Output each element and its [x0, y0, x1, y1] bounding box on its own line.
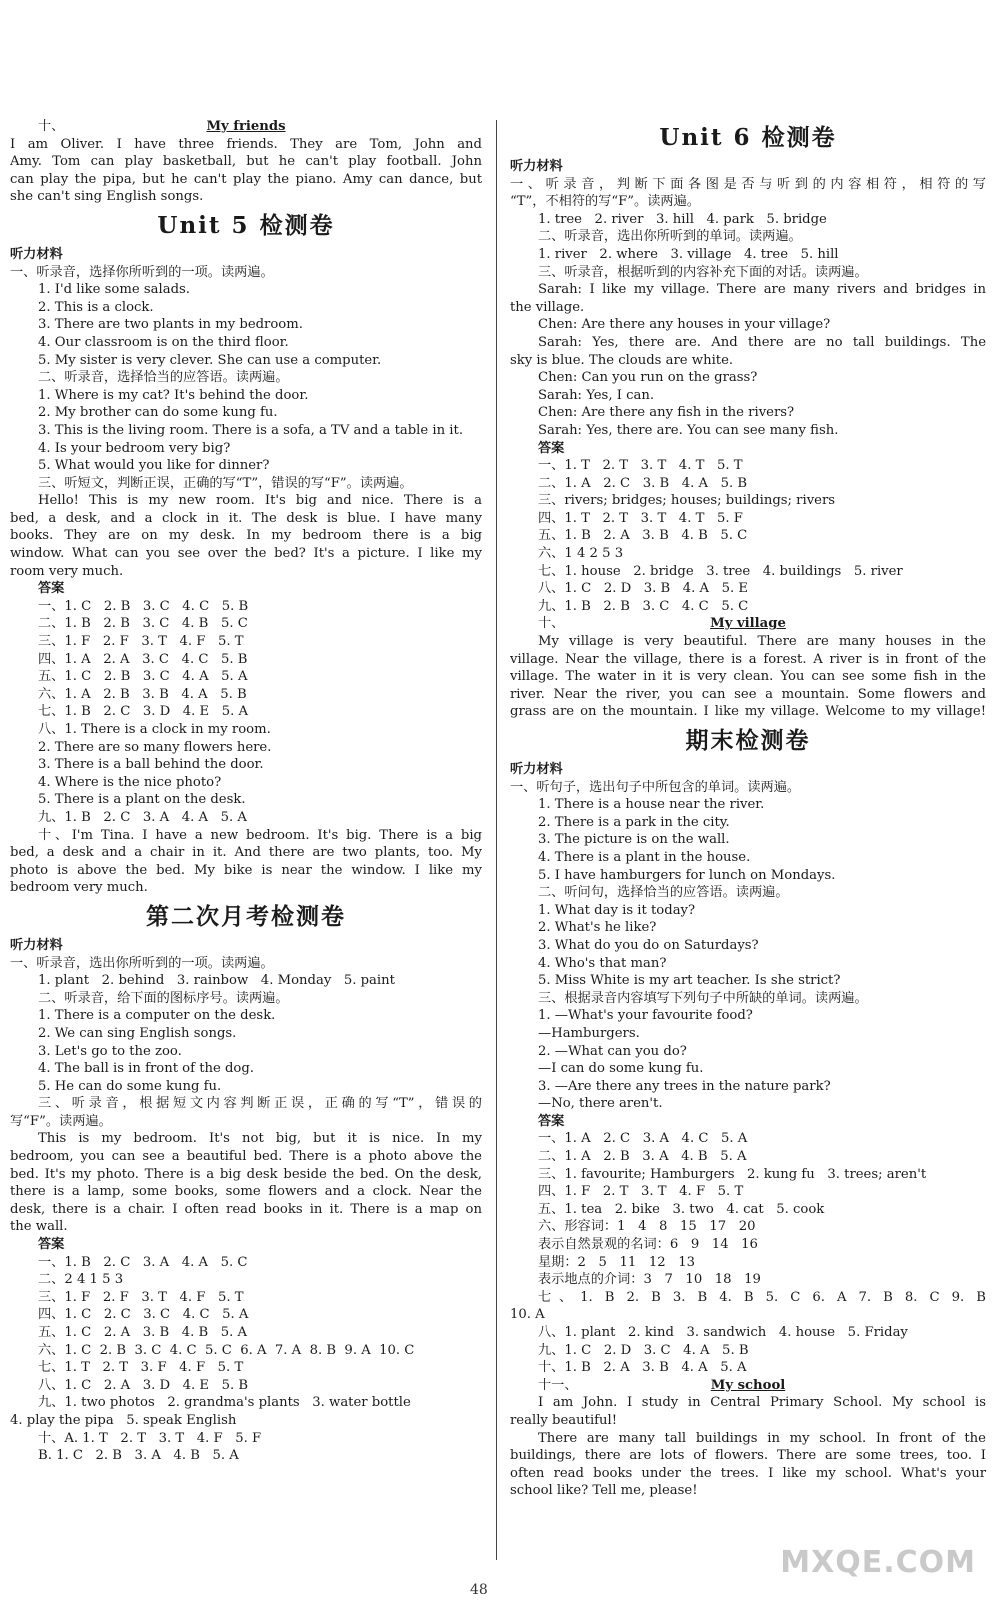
left-line: 十、I'm Tina. I have a new bedroom. It's big. There is a big	[38, 827, 482, 843]
left-line: 十、A. 1. T 2. T 3. T 4. F 5. F	[38, 1430, 262, 1446]
question-number: 十一、	[538, 1377, 578, 1393]
right-line: 5. I have hamburgers for lunch on Mondays.	[538, 867, 836, 883]
right-line: river. Near the river, you can see a mountain. Some flowers and	[510, 686, 986, 702]
right-line: 四、1. F 2. T 3. T 4. F 5. T	[538, 1184, 744, 1200]
left-line: 七、1. B 2. C 3. D 4. E 5. A	[38, 704, 249, 720]
subsection-heading: 听力材料	[510, 762, 563, 777]
right-line: 4. There is a plant in the house.	[538, 849, 751, 865]
left-line: Hello! This is my new room. It's big and nice. There is a	[38, 493, 482, 509]
right-line: 一、1. A 2. C 3. A 4. C 5. A	[538, 1131, 748, 1147]
left-line: 2. My brother can do some kung fu.	[38, 405, 278, 421]
right-line: 1. —What's your favourite food?	[538, 1008, 753, 1024]
right-line: really beautiful!	[510, 1412, 618, 1428]
left-line: 2. There are so many flowers here.	[38, 739, 272, 755]
left-line: 1. plant 2. behind 3. rainbow 4. Monday 5. paint	[38, 973, 395, 989]
left-line: 5. There is a plant on the desk.	[38, 792, 246, 808]
left-line: bedroom very much.	[10, 880, 148, 896]
right-line: My village is very beautiful. There are many houses in the	[538, 634, 986, 650]
left-line: 三、1. F 2. F 3. T 4. F 5. T	[38, 634, 244, 650]
watermark-logo: MXQE.COM	[780, 1545, 976, 1580]
left-line: 六、1. C 2. B 3. C 4. C 5. C 6. A 7. A 8. B 9. A 10. C	[38, 1342, 415, 1358]
left-line: 3. There is a ball behind the door.	[38, 757, 264, 773]
right-line: 3. —Are there any trees in the nature park?	[538, 1078, 831, 1094]
right-line: 星期：2 5 11 12 13	[538, 1254, 695, 1270]
right-line: grass are on the mountain. I like my village. Welcome to my village!	[510, 704, 986, 720]
composition-title: My school	[710, 1377, 786, 1393]
subsection-heading: 答案	[538, 440, 565, 456]
left-line: 九、1. B 2. C 3. A 4. A 5. A	[38, 809, 247, 825]
right-line: 八、1. C 2. D 3. B 4. A 5. E	[538, 581, 749, 597]
left-line: 四、1. C 2. C 3. C 4. C 5. A	[38, 1307, 249, 1323]
left-line: Amy. Tom can play basketball, but he can't play football. John	[10, 154, 482, 170]
composition-title: My village	[710, 616, 786, 632]
left-line: 1. Where is my cat? It's behind the door.	[38, 387, 309, 403]
left-line: 4. The ball is in front of the dog.	[38, 1061, 254, 1077]
composition-heading	[510, 615, 986, 633]
right-line: 二、听录音，选出你所听到的单词。读两遍。	[538, 229, 802, 245]
left-line: can play the pipa, but he can't play the piano. Amy can dance, but	[10, 171, 482, 187]
left-line: books. They are on my desk. In my bedroom there is a big	[10, 528, 482, 544]
right-line: sky is blue. The clouds are white.	[510, 352, 734, 368]
left-line: the wall.	[10, 1219, 68, 1235]
right-line: often read books under the trees. I like my school. What's your	[510, 1465, 986, 1481]
right-line: Sarah: Yes, I can.	[538, 387, 655, 403]
left-line: 3. This is the living room. There is a sofa, a TV and a table in it.	[38, 422, 464, 438]
right-line: Sarah: Yes, there are. You can see many fish.	[538, 422, 839, 438]
right-line: school like? Tell me, please!	[510, 1483, 698, 1499]
left-line: 三、听短文，判断正误，正确的写“T”，错误的写“F”。读两遍。	[38, 475, 413, 491]
left-line: 4. Is your bedroom very big?	[38, 440, 231, 456]
right-line: 3. What do you do on Saturdays?	[538, 937, 759, 953]
right-line: “T”，不相符的写“F”。读两遍。	[510, 194, 700, 210]
right-line: 1. There is a house near the river.	[538, 797, 765, 813]
right-line: 1. tree 2. river 3. hill 4. park 5. bridge	[538, 211, 827, 227]
right-line: 表示自然景观的名词：6 9 14 16	[538, 1237, 758, 1253]
left-line: I am Oliver. I have three friends. They are Tom, John and	[10, 136, 482, 152]
left-line: 六、1. A 2. B 3. B 4. A 5. B	[38, 686, 247, 702]
left-line: 3. There are two plants in my bedroom.	[38, 317, 303, 333]
right-line: 2. What's he like?	[538, 920, 657, 936]
left-line: 5. He can do some kung fu.	[38, 1078, 222, 1094]
subsection-heading: 答案	[38, 1237, 65, 1253]
right-line: —I can do some kung fu.	[538, 1061, 704, 1077]
right-line: There are many tall buildings in my school. In front of the	[538, 1430, 986, 1446]
left-line: This is my bedroom. It's not big, but it is nice. In my	[38, 1131, 482, 1147]
subsection-heading: 答案	[38, 581, 65, 597]
left-line: 4. Where is the nice photo?	[38, 774, 222, 790]
left-line: B. 1. C 2. B 3. A 4. B 5. A	[38, 1448, 239, 1464]
left-line: 2. This is a clock.	[38, 299, 154, 315]
left-line: 四、1. A 2. A 3. C 4. C 5. B	[38, 651, 248, 667]
left-line: 七、1. T 2. T 3. F 4. F 5. T	[38, 1360, 244, 1376]
left-line: 五、1. C 2. B 3. C 4. A 5. A	[38, 669, 248, 685]
left-line: 九、1. two photos 2. grandma's plants 3. water bottle	[38, 1395, 411, 1411]
question-number: 十、	[38, 119, 65, 134]
right-line: I am John. I study in Central Primary School. My school is	[538, 1395, 986, 1411]
left-line: 一、1. C 2. B 3. C 4. C 5. B	[38, 598, 249, 614]
right-line: 1. river 2. where 3. village 4. tree 5. hill	[538, 246, 839, 262]
right-line: 十、1. B 2. A 3. B 4. A 5. A	[538, 1360, 747, 1376]
right-line: 5. Miss White is my art teacher. Is she strict?	[538, 973, 841, 989]
left-line: she can't sing English songs.	[10, 189, 204, 205]
right-line: 三、根据录音内容填写下列句子中所缺的单词。读两遍。	[538, 990, 868, 1006]
right-line: 10. A	[510, 1307, 545, 1323]
left-line: 一、听录音，选出你所听到的一项。读两遍。	[10, 955, 274, 971]
right-line: 九、1. B 2. B 3. C 4. C 5. C	[538, 598, 749, 614]
right-line: 八、1. plant 2. kind 3. sandwich 4. house 5. Friday	[538, 1325, 908, 1340]
right-line: 1. What day is it today?	[538, 902, 696, 918]
left-column	[10, 118, 482, 1465]
subsection-heading: 听力材料	[510, 159, 563, 174]
right-column	[510, 118, 986, 1500]
right-line: 四、1. T 2. T 3. T 4. T 5. F	[538, 510, 743, 526]
left-line: window. What can you see over the bed? It's a picture. I like my	[10, 546, 482, 562]
right-line: 三、听录音，根据听到的内容补充下面的对话。读两遍。	[538, 264, 868, 280]
right-line: Chen: Can you run on the grass?	[538, 370, 758, 386]
left-line: desk, there is a chair. I often read books in it. There is a map on	[10, 1201, 482, 1217]
left-line: 五、1. C 2. A 3. B 4. B 5. A	[38, 1325, 248, 1340]
right-line: 2. There is a park in the city.	[538, 814, 730, 830]
left-line: bed, a desk and a chair in it. And there are two plants, too. My	[10, 845, 482, 861]
page-number: 48	[470, 1582, 488, 1598]
right-line: 三、1. favourite; Hamburgers 2. kung fu 3. trees; aren't	[538, 1166, 927, 1182]
left-line: 5. My sister is very clever. She can use a computer.	[38, 352, 382, 368]
right-line: village. Near the village, there is a forest. A river is in front of the	[510, 651, 986, 667]
left-line: 二、听录音，选择恰当的应答语。读两遍。	[38, 370, 289, 386]
left-line: 二、1. B 2. B 3. C 4. B 5. C	[38, 616, 248, 632]
left-line: bedroom, you can see a beautiful bed. There is a photo above the	[10, 1149, 482, 1165]
composition-heading	[10, 118, 482, 136]
right-line: Chen: Are there any fish in the rivers?	[538, 405, 795, 421]
left-line: 二、2 4 1 5 3	[38, 1272, 124, 1288]
section-title: 第二次月考检测卷	[146, 902, 346, 930]
right-line: 一、1. T 2. T 3. T 4. T 5. T	[538, 458, 743, 474]
right-line: buildings, there are lots of flowers. There are some trees, too. I	[510, 1448, 986, 1464]
column-divider	[496, 120, 497, 1560]
subsection-heading: 听力材料	[10, 246, 63, 262]
composition-heading	[510, 1377, 986, 1395]
right-line: 二、1. A 2. C 3. B 4. A 5. B	[538, 475, 748, 491]
right-line: 九、1. C 2. D 3. C 4. A 5. B	[538, 1342, 749, 1358]
left-line: 二、听录音，给下面的图标序号。读两遍。	[38, 990, 289, 1006]
left-line: 2. We can sing English songs.	[38, 1025, 237, 1041]
right-line: Sarah: I like my village. There are many rivers and bridges in	[538, 282, 986, 298]
left-line: 4. play the pipa 5. speak English	[10, 1412, 237, 1428]
right-line: 二、听问句，选择恰当的应答语。读两遍。	[538, 885, 789, 901]
right-line: Sarah: Yes, there are. And there are no tall buildings. The	[538, 334, 986, 350]
right-line: village. The water in it is very clean. You can see some fish in the	[510, 669, 986, 685]
section-title: Unit 5 检测卷	[157, 211, 335, 239]
right-line: 六、形容词：1 4 8 15 17 20	[538, 1219, 756, 1235]
left-line: 4. Our classroom is on the third floor.	[38, 334, 289, 350]
right-line: 七、1. B 2. B 3. B 4. B 5. C 6. A 7. B 8. C 9. B	[538, 1289, 986, 1305]
left-line: 1. I'd like some salads.	[38, 282, 190, 298]
left-line: 3. Let's go to the zoo.	[38, 1043, 182, 1059]
left-line: 5. What would you like for dinner?	[38, 458, 270, 474]
left-line: photo is above the bed. My bike is near the window. I like my	[10, 862, 482, 878]
right-line: 二、1. A 2. B 3. A 4. B 5. A	[538, 1149, 747, 1165]
right-line: 3. The picture is on the wall.	[538, 832, 730, 848]
right-line: 4. Who's that man?	[538, 955, 667, 971]
left-line: 三、听录音，根据短文内容判断正误，正确的写“T”，错误的	[38, 1096, 482, 1112]
left-line: there is a lamp, some books, some flowers and a clock. Near the	[10, 1184, 482, 1200]
right-line: 一、听句子，选出句子中所包含的单词。读两遍。	[510, 779, 801, 795]
left-line: 一、听录音，选择你所听到的一项。读两遍。	[10, 264, 274, 280]
left-line: 八、1. C 2. A 3. D 4. E 5. B	[38, 1377, 249, 1393]
left-line: 三、1. F 2. F 3. T 4. F 5. T	[38, 1289, 244, 1305]
left-line: bed, a desk, and a clock in it. The desk is blue. I have many	[10, 510, 482, 526]
left-line: 写“F”。读两遍。	[10, 1113, 112, 1129]
question-number: 十、	[538, 616, 565, 632]
right-line: 六、1 4 2 5 3	[538, 546, 624, 562]
left-line: 1. There is a computer on the desk.	[38, 1008, 276, 1024]
left-line: 八、1. There is a clock in my room.	[38, 722, 271, 737]
right-line: —No, there aren't.	[538, 1096, 663, 1112]
section-title: Unit 6 检测卷	[659, 124, 837, 151]
right-line: 一、听录音，判断下面各图是否与听到的内容相符，相符的写	[510, 176, 986, 192]
right-line: 五、1. B 2. A 3. B 4. B 5. C	[538, 528, 748, 544]
right-line: 三、rivers; bridges; houses; buildings; rivers	[538, 493, 836, 509]
right-line: 表示地点的介词：3 7 10 18 19	[538, 1272, 761, 1288]
composition-title: My friends	[206, 119, 286, 134]
right-line: 2. —What can you do?	[538, 1043, 687, 1059]
left-line: 一、1. B 2. C 3. A 4. A 5. C	[38, 1254, 248, 1270]
right-line: the village.	[510, 299, 585, 315]
subsection-heading: 听力材料	[10, 937, 63, 953]
right-line: Chen: Are there any houses in your village?	[538, 317, 831, 333]
right-line: 七、1. house 2. bridge 3. tree 4. buildings 5. river	[538, 563, 903, 579]
left-line: room very much.	[10, 563, 124, 579]
section-title: 期末检测卷	[685, 727, 811, 754]
left-line: bed. It's my photo. There is a big desk beside the bed. On the desk,	[10, 1166, 482, 1182]
subsection-heading: 答案	[538, 1113, 565, 1129]
right-line: 五、1. tea 2. bike 3. two 4. cat 5. cook	[538, 1201, 825, 1217]
right-line: —Hamburgers.	[538, 1025, 640, 1041]
